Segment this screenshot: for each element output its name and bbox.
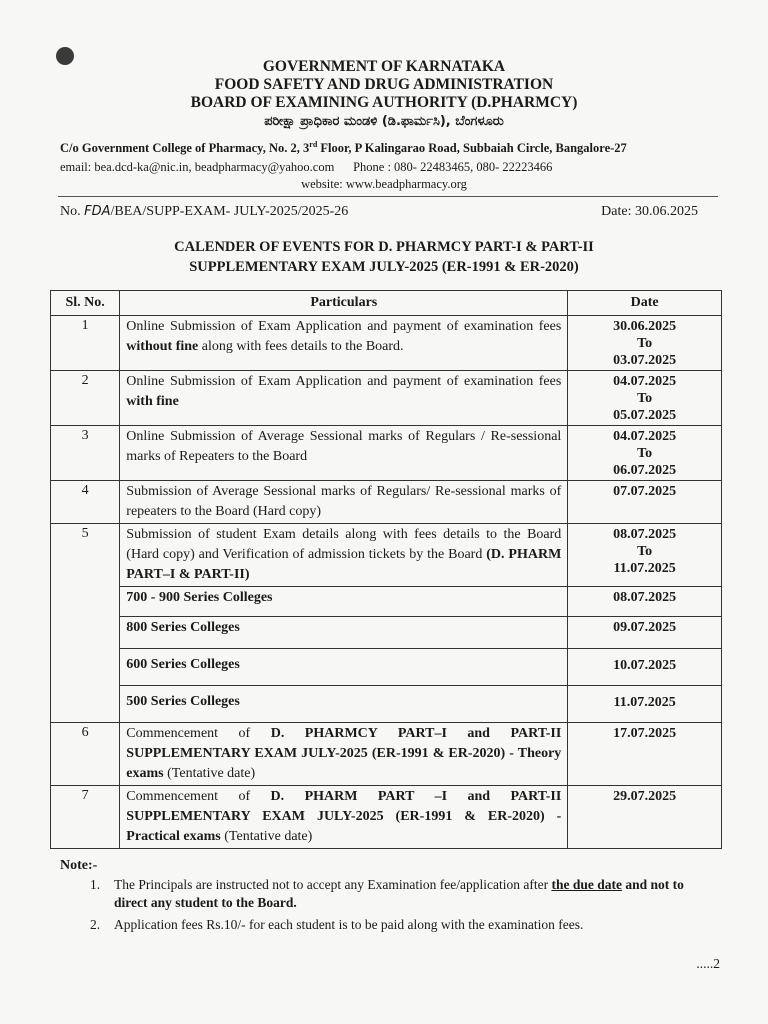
text-bold: with fine (126, 394, 179, 409)
series-label: 800 Series Colleges (120, 617, 568, 649)
col-date: Date (568, 291, 722, 316)
date-cell (568, 723, 722, 786)
note-text-underlined: the due date (551, 877, 622, 892)
sl-no: 5 (51, 524, 120, 723)
sl-no: 3 (51, 426, 120, 481)
note-text-bold: and not to direct any student to the Board. (114, 877, 684, 910)
note-text: The Principals are instructed not to accept any Examination fee/application after (114, 877, 552, 892)
table-subrow (51, 617, 722, 649)
table-header-row (51, 291, 722, 316)
header-divider (58, 196, 718, 197)
table-row (51, 316, 722, 371)
header-line-3: BOARD OF EXAMINING AUTHORITY (D.PHARMCY) (190, 94, 578, 111)
date-to-label: To (637, 336, 653, 351)
col-sl-no: Sl. No. (51, 291, 120, 316)
date-to-label: To (637, 391, 653, 406)
date: 17.07.2025 (613, 726, 677, 741)
note-text: Application fees Rs.10/- for each student is to be paid along with the examination fees. (114, 917, 584, 932)
sl-no: 2 (51, 371, 120, 426)
series-label: 600 Series Colleges (120, 649, 568, 686)
address-sup: rd (309, 140, 318, 149)
date: 07.07.2025 (613, 484, 677, 499)
series-date: 08.07.2025 (568, 587, 722, 617)
title-line-2: SUPPLEMENTARY EXAM JULY-2025 (ER-1991 & ER-2020) (189, 259, 579, 275)
table-row (51, 786, 722, 849)
text-bold: D. PHARM PART –I and PART-II SUPPLEMENTARY EXAM JULY-2025 (ER-1991 & ER-2020) - Practical exams (126, 789, 562, 844)
date-to: 11.07.2025 (613, 561, 676, 576)
text-bold: without fine (126, 339, 199, 354)
note-number: 1. (90, 877, 101, 892)
address (60, 140, 627, 156)
particulars (120, 371, 568, 426)
date-to-label: To (637, 446, 653, 461)
header-kannada: ಪರೀಕ್ಷಾ ಪ್ರಾಧಿಕಾರ ಮಂಡಳಿ (ಡಿ.ಫಾರ್ಮಸಿ), ಬೆಂಗಳೂರು (264, 114, 504, 129)
table-row (51, 524, 722, 587)
table-row (51, 481, 722, 524)
particulars (120, 723, 568, 786)
series-date: 09.07.2025 (568, 617, 722, 649)
sl-no: 1 (51, 316, 120, 371)
header-line-1: GOVERNMENT OF KARNATAKA (262, 58, 506, 75)
document-title (0, 237, 768, 277)
address-part-a: C/o Government College of Pharmacy, No. 2, 3 (60, 141, 310, 156)
text: along with fees details to the Board. (198, 339, 404, 354)
sl-no: 4 (51, 481, 120, 524)
table-row (51, 426, 722, 481)
email: email: bea.dcd-ka@nic.in, beadpharmacy@yahoo.com (60, 160, 335, 174)
series-date: 11.07.2025 (568, 686, 722, 723)
date-cell (568, 426, 722, 481)
text: Commencement of (126, 789, 271, 804)
date-cell (568, 786, 722, 849)
date-to: 05.07.2025 (613, 408, 677, 423)
table-subrow (51, 587, 722, 617)
text-bold: D. PHARMCY PART–I and PART-II SUPPLEMENTARY EXAM JULY-2025 (ER-1991 & ER-2020) - Theory exams (126, 726, 562, 781)
series-date: 10.07.2025 (568, 649, 722, 686)
text: Commencement of (126, 726, 271, 741)
particulars (120, 786, 568, 849)
sl-no: 7 (51, 786, 120, 849)
sl-no: 6 (51, 723, 120, 786)
text: Submission of student Exam details along with fees details to the Board (Hard copy) and Verification of admission tickets by the Board (126, 527, 562, 562)
table-row (51, 723, 722, 786)
letterhead (0, 58, 768, 131)
series-label: 700 - 900 Series Colleges (120, 587, 568, 617)
note-item (90, 916, 720, 934)
date-cell (568, 524, 722, 587)
text: Online Submission of Exam Application and payment of examination fees (126, 374, 562, 389)
date-to-label: To (637, 544, 653, 559)
table-subrow (51, 686, 722, 723)
date: 29.07.2025 (613, 789, 677, 804)
events-table (50, 290, 722, 849)
col-particulars: Particulars (120, 291, 568, 316)
particulars: Submission of Average Sessional marks of Regulars/ Re-sessional marks of repeaters to the Board (Hard copy) (120, 481, 568, 524)
text: (Tentative date) (220, 829, 313, 844)
note-heading: Note:- (60, 858, 98, 873)
note-number: 2. (90, 917, 101, 932)
ref-prefix: No. (60, 204, 85, 219)
ref-number: /BEA/SUPP-EXAM- JULY-2025/2025-26 (110, 204, 349, 219)
reference-number (60, 204, 348, 220)
date-cell (568, 316, 722, 371)
phone: Phone : 080- 22483465, 080- 22223466 (353, 160, 553, 174)
header-line-2: FOOD SAFETY AND DRUG ADMINISTRATION (214, 76, 554, 93)
contact-line (60, 160, 552, 175)
date-from: 30.06.2025 (613, 319, 677, 334)
particulars (120, 316, 568, 371)
date-from: 08.07.2025 (613, 527, 677, 542)
date-cell (568, 481, 722, 524)
series-label: 500 Series Colleges (120, 686, 568, 723)
title-line-1: CALENDER OF EVENTS FOR D. PHARMCY PART-I & PART-II (174, 239, 594, 255)
date-cell (568, 371, 722, 426)
particulars (120, 524, 568, 587)
text: (Tentative date) (163, 766, 256, 781)
note-item (90, 876, 720, 912)
table-subrow (51, 649, 722, 686)
date-to: 03.07.2025 (613, 353, 677, 368)
page-continuation: .....2 (696, 956, 720, 971)
website: website: www.beadpharmacy.org (301, 177, 467, 191)
document-date: Date: 30.06.2025 (601, 204, 698, 219)
date-from: 04.07.2025 (613, 374, 677, 389)
particulars: Online Submission of Average Sessional marks of Regulars / Re-sessional marks of Repeaters to the Board (120, 426, 568, 481)
notes-list (90, 868, 720, 934)
text: Online Submission of Exam Application and payment of examination fees (126, 319, 562, 334)
table-row (51, 371, 722, 426)
address-part-b: Floor, P Kalingarao Road, Subbaiah Circle, Bangalore-27 (317, 141, 627, 156)
ref-handwritten: FDA (84, 204, 111, 219)
text-bold: (D. PHARM PART–I & PART-II) (126, 547, 562, 582)
date-from: 04.07.2025 (613, 429, 677, 444)
date-to: 06.07.2025 (613, 463, 677, 478)
